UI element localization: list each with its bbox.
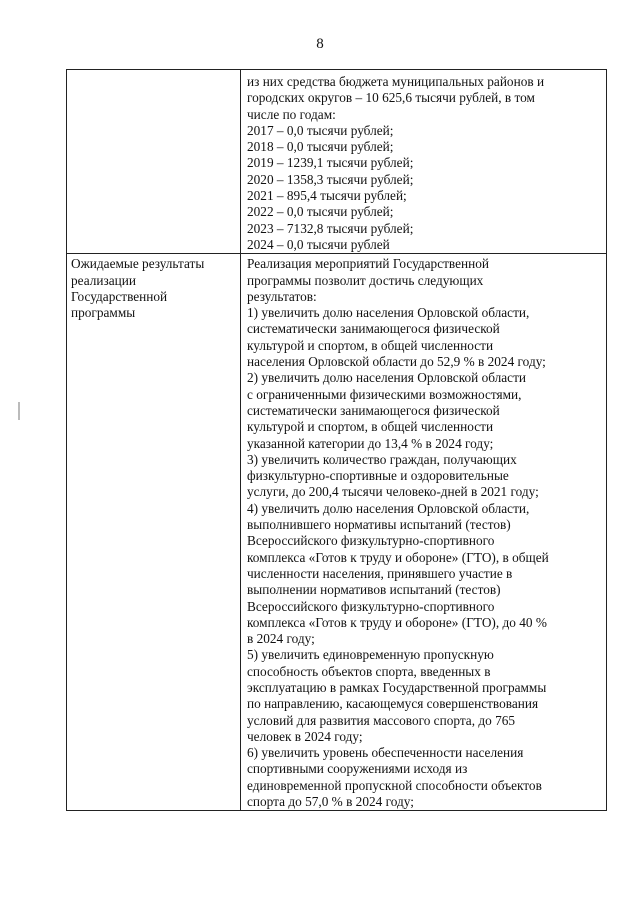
expected-results-content-cell [241, 254, 607, 811]
text-line: спорта до 57,0 % в 2024 году; [247, 794, 414, 810]
text-line: 1) увеличить долю населения Орловской области, [247, 305, 530, 321]
row-funding-label-cell [67, 70, 241, 254]
text-line: выполнившего нормативы испытаний (тестов) [247, 517, 511, 533]
margin-mark [18, 402, 20, 420]
text-line: 2022 – 0,0 тысячи рублей; [247, 204, 394, 220]
table-row-funding [67, 70, 607, 254]
text-line: 2021 – 895,4 тысячи рублей; [247, 188, 407, 204]
text-line: способность объектов спорта, введенных в [247, 663, 491, 679]
text-line: Реализация мероприятий Государственной [247, 256, 490, 272]
text-line: 2023 – 7132,8 тысячи рублей; [247, 220, 414, 236]
text-line: комплекса «Готов к труду и обороне» (ГТО), до 40 % [247, 614, 547, 630]
text-line: 4) увеличить долю населения Орловской области, [247, 500, 530, 516]
text-line: указанной категории до 13,4 % в 2024 году; [247, 435, 494, 451]
text-line: численности населения, принявшего участие в [247, 565, 513, 581]
text-line: 2) увеличить долю населения Орловской области [247, 370, 527, 386]
row-funding-content-cell [241, 70, 607, 254]
text-line: в 2024 году; [247, 631, 315, 647]
text-line: Всероссийского физкультурно-спортивного [247, 533, 495, 549]
text-line: по направлению, касающемуся совершенствования [247, 696, 539, 712]
text-line: услуги, до 200,4 тысячи человеко-дней в 2021 году; [247, 484, 539, 500]
text-line: единовременной пропускной способности объектов [247, 777, 542, 793]
text-line: 2018 – 0,0 тысячи рублей; [247, 139, 394, 155]
text-line: городских округов – 10 625,6 тысячи рублей, в том [247, 90, 535, 106]
text-line: комплекса «Готов к труду и обороне» (ГТО), в общей [247, 549, 549, 565]
text-line: результатов: [247, 288, 317, 304]
text-line: 3) увеличить количество граждан, получающих [247, 451, 517, 467]
expected-results-label-cell [67, 254, 241, 811]
text-line: Ожидаемые результаты [71, 256, 205, 272]
program-passport-table [66, 69, 607, 811]
text-line: спортивными сооружениями исходя из [247, 761, 468, 777]
text-line: числе по годам: [247, 106, 336, 122]
text-line: культурой и спортом, в общей численности [247, 419, 494, 435]
text-line: населения Орловской области до 52,9 % в 2024 году; [247, 354, 546, 370]
text-line: программы позволит достичь следующих [247, 272, 484, 288]
text-line: программы [71, 305, 136, 321]
text-line: из них средства бюджета муниципальных районов и [247, 74, 545, 89]
text-line: условий для развития массового спорта, до 765 [247, 712, 516, 728]
text-line: с ограниченными физическими возможностями, [247, 386, 522, 402]
text-line: систематически занимающегося физической [247, 402, 500, 418]
table-row-expected-results [67, 254, 607, 811]
text-line: выполнении нормативов испытаний (тестов) [247, 582, 501, 598]
page-number: 8 [316, 36, 324, 52]
text-line: 2019 – 1239,1 тысячи рублей; [247, 155, 414, 171]
text-line: Всероссийского физкультурно-спортивного [247, 598, 495, 614]
text-line: физкультурно-спортивные и оздоровительные [247, 468, 509, 484]
text-line: 6) увеличить уровень обеспеченности населения [247, 745, 524, 761]
text-line: 2017 – 0,0 тысячи рублей; [247, 122, 394, 138]
text-line: эксплуатацию в рамках Государственной программы [247, 679, 547, 695]
text-line: Государственной [71, 288, 168, 304]
text-line: культурой и спортом, в общей численности [247, 337, 494, 353]
text-line: человек в 2024 году; [247, 728, 363, 744]
text-line: 2024 – 0,0 тысячи рублей [247, 236, 390, 252]
text-line: 5) увеличить единовременную пропускную [247, 647, 494, 663]
text-line: 2020 – 1358,3 тысячи рублей; [247, 171, 414, 187]
text-line: систематически занимающегося физической [247, 321, 500, 337]
text-line: реализации [71, 272, 136, 288]
